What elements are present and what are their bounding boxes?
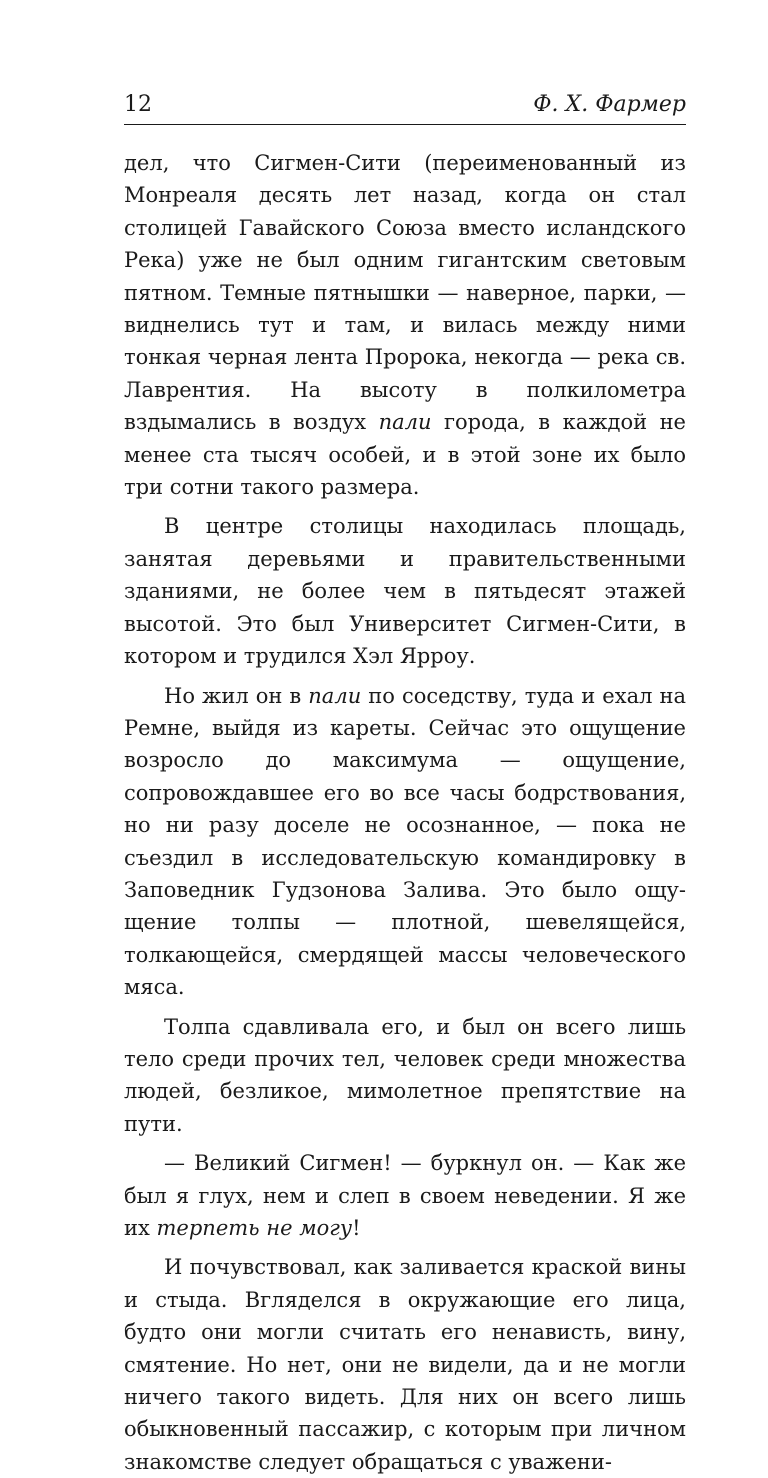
text-run: Но жил он в: [164, 683, 309, 708]
paragraph-6: [124, 1251, 686, 1478]
text-run: !: [352, 1216, 361, 1240]
italic-word-pali: пали: [378, 410, 432, 435]
text-run: города, в каждой не менее ста тысяч особей, и в этой зоне их было три сотни такого размера.: [124, 410, 686, 500]
italic-phrase: терпеть не могу: [156, 1216, 353, 1240]
text-run: по соседству, туда и ехал на Ремне, выйдя из кареты. Сейчас это ощущение возросло до максимума — ощущение, сопровождавшее его во все часы бодрствования, но ни разу доселе не осознанное, — пока не съездил в исследовательскую командировку в Заповедник Гудзонова Залива. Это было ощущение толпы — плотной, шевелящейся, толкающейся, смердящей массы человеческого мяса.: [124, 683, 686, 1000]
paragraph-5: [124, 1147, 686, 1244]
book-page: [124, 88, 686, 1478]
text-run: В центре столицы находилась площадь, занятая деревьями и правительственными зданиями, не более чем в пятьдесят этажей высотой. Это был Университет Сигмен-Сити, в котором и трудился Хэл Ярроу.: [124, 514, 686, 669]
text-run: И почувствовал, как заливается краской вины и стыда. Вгляделся в окружающие его лица, будто они могли считать его ненависть, вину, смятение. Но нет, они не видели, да и не могли ничего такого видеть. Для них он всего лишь обыкновенный пассажир, с которым при личном знакомстве следует обращаться с уважени-: [124, 1255, 686, 1474]
running-head: [124, 88, 686, 125]
paragraph-1: [124, 147, 686, 503]
paragraph-4: [124, 1011, 686, 1141]
text-run: Толпа сдавливала его, и был он всего лишь тело среди прочих тел, человек среди множества людей, безликое, мимолетное препятствие на пути.: [124, 1014, 686, 1136]
paragraph-3: [124, 680, 686, 1004]
text-run: — Великий Сигмен! — буркнул он. — Как же был я глух, нем и слеп в своем неведении. Я же их: [124, 1151, 686, 1240]
paragraph-2: [124, 510, 686, 672]
body-text: [124, 147, 686, 1478]
running-head-author: Ф. Х. Фармер: [533, 92, 686, 117]
page-number: 12: [124, 92, 152, 117]
italic-word-pali: пали: [308, 683, 362, 708]
text-run: дел, что Сигмен-Сити (переименованный из Монреаля десять лет назад, когда он стал столицей Гавайского Союза вместо исландского Река) уже не был одним гигантским световым пятном. Темные пятнышки — наверное, парки, — виднелись тут и там, и вилась между ними тонкая черная лента Пророка, некогда — река св. Лаврентия. На высоту в полкилометра вздымались в воздух: [124, 151, 686, 435]
